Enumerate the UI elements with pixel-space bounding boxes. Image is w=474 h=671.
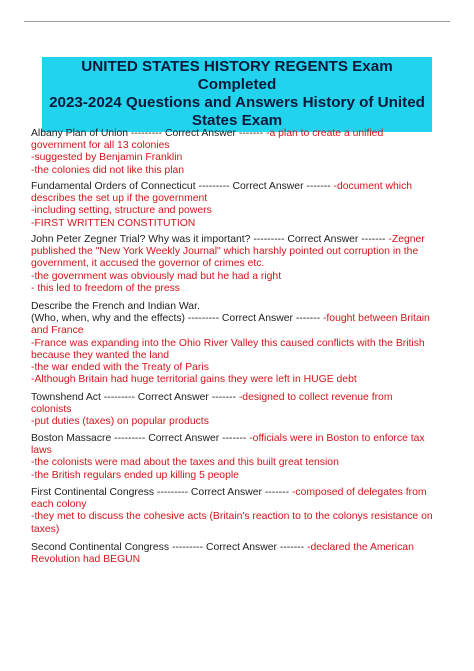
answer-text: -a plan to create a unified xyxy=(263,128,384,139)
question-text: John Peter Zegner Trial? Why was it important? --------- Correct Answer ------- xyxy=(31,234,386,245)
qa-entry xyxy=(31,487,451,536)
title-line: States Exam xyxy=(191,112,283,129)
answer-line: describes the set up if the government xyxy=(31,193,208,205)
question-text: First Continental Congress --------- Correct Answer ------- xyxy=(31,487,290,498)
answer-line: government, it accused the governor of crimes etc. xyxy=(31,258,265,270)
answer-line: -the war ended with the Treaty of Paris xyxy=(31,362,209,374)
answer-text: -officials were in Boston to enforce tax xyxy=(246,433,425,444)
answer-text: -fought between Britain xyxy=(320,313,430,325)
question-text: (Who, when, why and the effects) --------- Correct Answer ------- xyxy=(31,313,321,325)
answer-line: -the colonists were mad about the taxes and this built great tension xyxy=(31,457,339,469)
answer-line: -including setting, structure and powers xyxy=(31,205,212,217)
qa-entry xyxy=(31,181,451,230)
answer-line: Revolution had BEGUN xyxy=(31,554,141,566)
answer-line: -France was expanding into the Ohio River Valley this caused conflicts with the British xyxy=(31,337,425,349)
qa-entry xyxy=(31,301,451,386)
answer-line: -the government was obviously mad but he had a right xyxy=(31,270,282,282)
answer-text: -document which xyxy=(330,181,413,192)
answer-line: and France xyxy=(31,325,84,337)
question-text: Albany Plan of Union --------- Correct Answer ------- xyxy=(31,128,264,139)
qa-entry xyxy=(31,542,451,566)
answer-line: -FIRST WRITTEN CONSTITUTION xyxy=(31,217,196,229)
answer-line: - this led to freedom of the press xyxy=(31,282,181,294)
title-line: UNITED STATES HISTORY REGENTS Exam Completed xyxy=(81,58,393,93)
answer-line: -Although Britain had huge territorial gains they were left in HUGE debt xyxy=(31,374,357,386)
answer-line: colonists xyxy=(31,404,72,416)
qa-entry xyxy=(31,392,451,429)
answer-text: -Zegner xyxy=(385,234,425,245)
answer-line: -the colonies did not like this plan xyxy=(31,164,185,176)
answer-text: -designed to collect revenue from xyxy=(235,392,393,403)
question-text: Second Continental Congress --------- Correct Answer ------- xyxy=(31,542,305,553)
question-text: Fundamental Orders of Connecticut --------- Correct Answer ------- xyxy=(31,181,331,192)
question-text: Townshend Act --------- Correct Answer ------- xyxy=(31,392,236,403)
answer-line: -the British regulars ended up killing 5 people xyxy=(31,469,239,481)
answer-line: laws xyxy=(31,445,52,457)
title-line: 2023-2024 Questions and Answers History of United xyxy=(49,94,425,111)
answer-line: taxes) xyxy=(31,523,60,535)
qa-entry xyxy=(31,128,451,177)
answer-text: -composed of delegates from xyxy=(289,487,427,498)
top-divider xyxy=(24,21,450,22)
answer-line: because they wanted the land xyxy=(31,349,170,361)
answer-line: -they met to discuss the cohesive acts (Britain's reaction to to the colonys resistance on xyxy=(31,511,433,523)
qa-entry xyxy=(31,433,451,482)
document-title xyxy=(42,57,432,132)
qa-entry xyxy=(31,234,451,295)
answer-text: -declared the American xyxy=(304,542,414,553)
answer-line: -put duties (taxes) on popular products xyxy=(31,416,209,428)
question-text: Boston Massacre --------- Correct Answer ------- xyxy=(31,433,247,444)
answer-line: each colony xyxy=(31,499,87,511)
question-line: Describe the French and Indian War. xyxy=(31,301,200,312)
answer-line: -suggested by Benjamin Franklin xyxy=(31,152,183,164)
answer-line: published the "New York Weekly Journal" which harshly pointed out corruption in the xyxy=(31,246,419,258)
answer-line: government for all 13 colonies xyxy=(31,140,170,152)
